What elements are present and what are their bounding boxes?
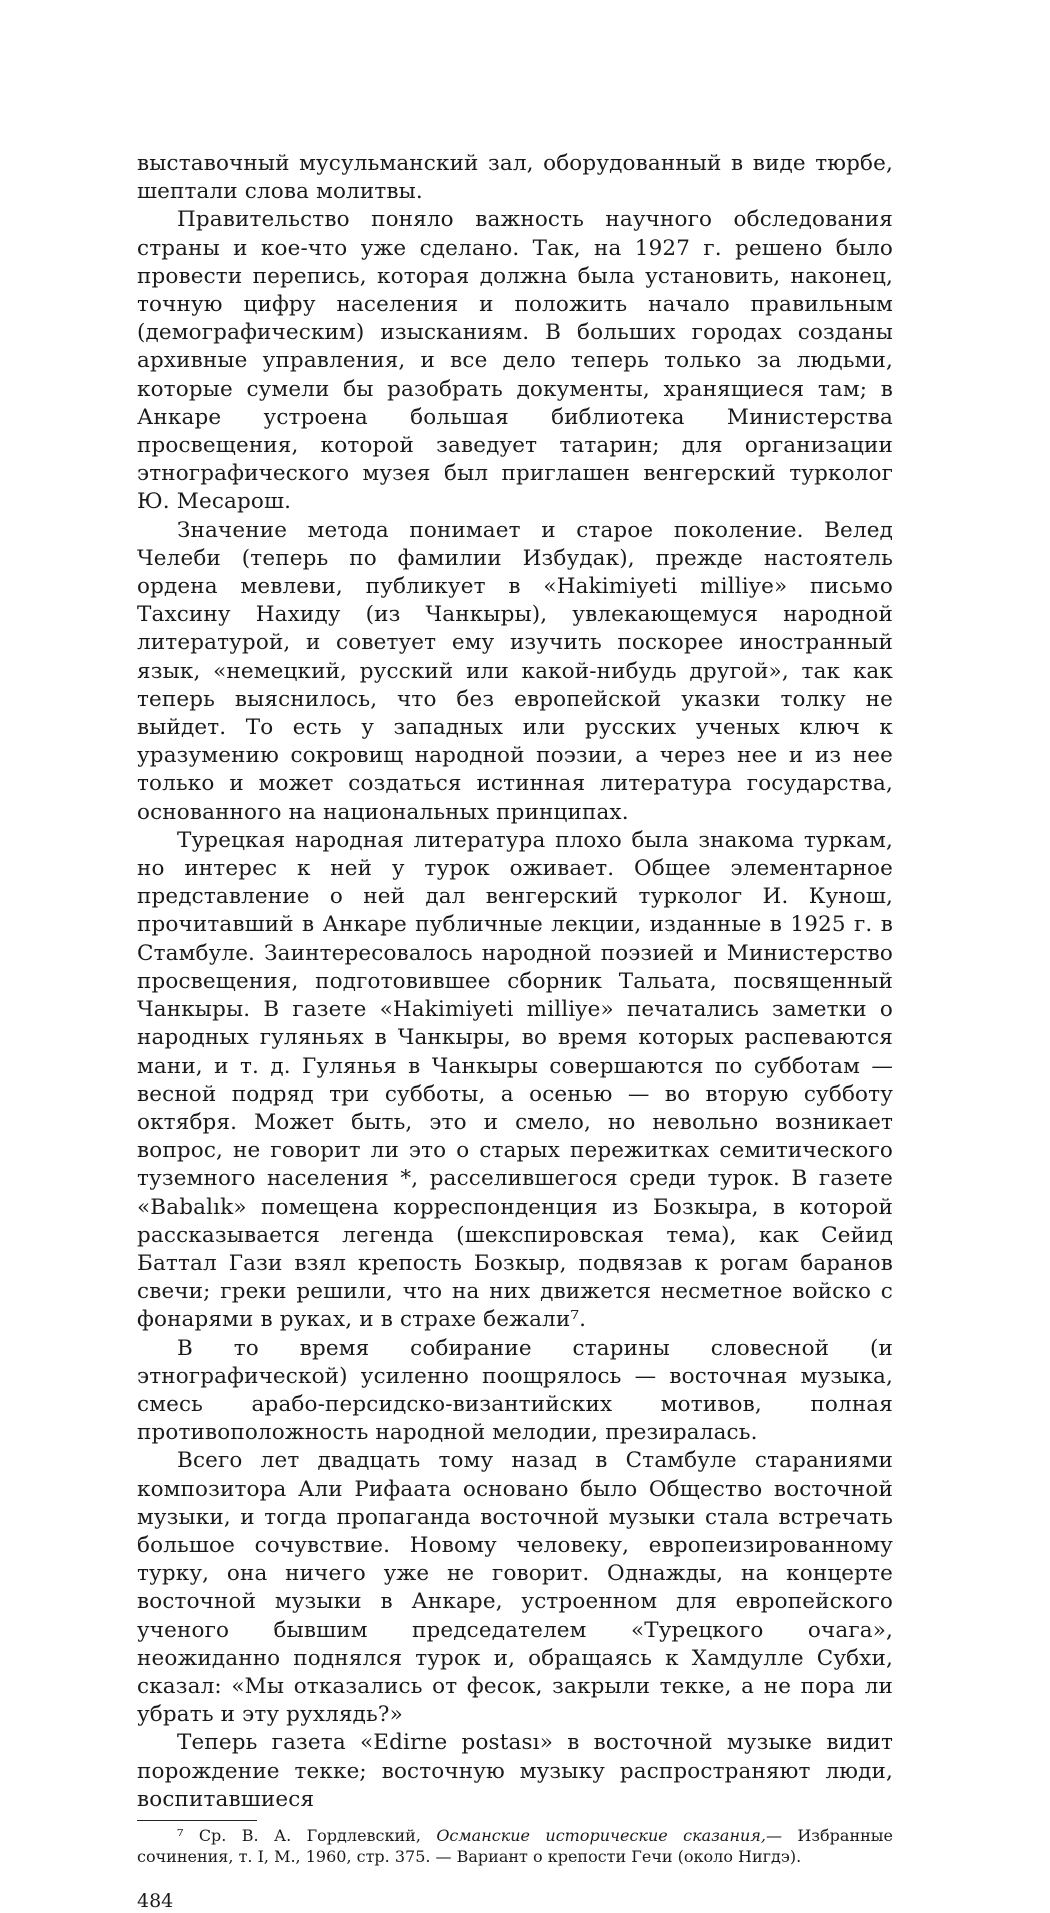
book-page xyxy=(137,150,893,1913)
page-number: 484 xyxy=(137,1889,174,1912)
footnote-author: Ср. В. А. Гордлевский, xyxy=(198,1825,421,1845)
footnotes xyxy=(137,1825,893,1867)
paragraph-continuation: выставочный мусульманский зал, оборудованный в виде тюрбе, шептали слова молитвы. xyxy=(137,151,893,205)
paragraph-collecting-antiquity: В то время собирание старины словесной (и этнографической) усиленно поощрялось — восточная музыка, смесь арабо-персидско-византийских мотивов, полная противоположность народной мелодии, презиралась. xyxy=(137,1335,893,1446)
paragraph-folk-literature: Турецкая народная литература плохо была знакома туркам, но интерес к ней у турок оживает. Общее элементарное представление о ней дал венгерский турколог И. Кунош, прочитавший в Анкаре публичные лекции, изданные в 1925 г. в Стамбуле. Заинтересовалось народной поэзией и Министерство просвещения, подготовившее сборник Тальата, посвященный Чанкыры. В газете «Hakimiyeti milliye» печатались заметки о народных гуляньях в Чанкыры, во время которых распеваются мани, и т. д. Гулянья в Чанкыры совершаются по субботам — весной подряд три субботы, а осенью — во вторую субботу октября. Может быть, это и смело, но невольно возникает вопрос, не говорит ли это о старых пережитках семитического туземного населения *, расселившегося среди турок. В газете «Babalık» помещена корреспонденция из Бозкыра, в которой рассказывается легенда (шекспировская тема), как Сейид Баттал Гази взял крепость Бозкыр, подвязав к рогам баранов свечи; греки решили, что на них движется несметное войско с фонарями в руках, и в страхе бежали⁷. xyxy=(137,827,893,1333)
footnote-divider xyxy=(137,1820,257,1821)
footnote-work-title: Османские исторические сказания, xyxy=(436,1825,766,1845)
paragraph-government-research: Правительство поняло важность научного обследования страны и кое-что уже сделано. Так, на 1927 г. решено было провести перепись, которая должна была установить, наконец, точную цифру населения и положить начало правильным (демографическим) изысканиям. В больших городах созданы архивные управления, и все дело теперь только за людьми, которые сумели бы разобрать документы, хранящиеся там; в Анкаре устроена большая библиотека Министерства просвещения, которой заведует татарин; для организации этнографического музея был приглашен венгерский турколог Ю. Месарош. xyxy=(137,207,893,515)
footnote-rest: — Избранные сочинения, т. I, М., 1960, стр. 375. — Вариант о крепости Гечи (около Нигдэ). xyxy=(137,1825,893,1866)
paragraph-edirne-newspaper: Теперь газета «Edirne postası» в восточной музыке видит порождение текке; восточную музыку распространяют люди, воспитавшиеся xyxy=(137,1730,893,1812)
body-text xyxy=(137,150,893,1814)
paragraph-method-old-generation: Значение метода понимает и старое поколение. Велед Челеби (теперь по фамилии Избудак), прежде настоятель ордена мевлеви, публикует в «Hakimiyeti milliye» письмо Тахсину Нахиду (из Чанкыры), увлекающемуся народной литературой, и советует ему изучить поскорее иностранный язык, «немецкий, русский или какой-нибудь другой», так как теперь выяснилось, что без европейской указки толку не выйдет. То есть у западных или русских ученых ключ к уразумению сокровищ народной поэзии, а через нее и из нее только и может создаться истинная литература государства, основанного на национальных принципах. xyxy=(137,517,893,825)
paragraph-eastern-music: Всего лет двадцать тому назад в Стамбуле стараниями композитора Али Рифаата основано было Общество восточной музыки, и тогда пропаганда восточной музыки стала встречать большое сочувствие. Новому человеку, европеизированному турку, она ничего уже не говорит. Однажды, на концерте восточной музыки в Анкаре, устроенном для европейского ученого бывшим председателем «Турецкого очага», неожиданно поднялся турок и, обращаясь к Хамдулле Субхи, сказал: «Мы отказались от фесок, закрыли текке, а не пора ли убрать и эту рухлядь?» xyxy=(137,1448,893,1728)
footnote-7 xyxy=(137,1825,893,1867)
footnote-marker: ⁷ xyxy=(177,1825,184,1845)
